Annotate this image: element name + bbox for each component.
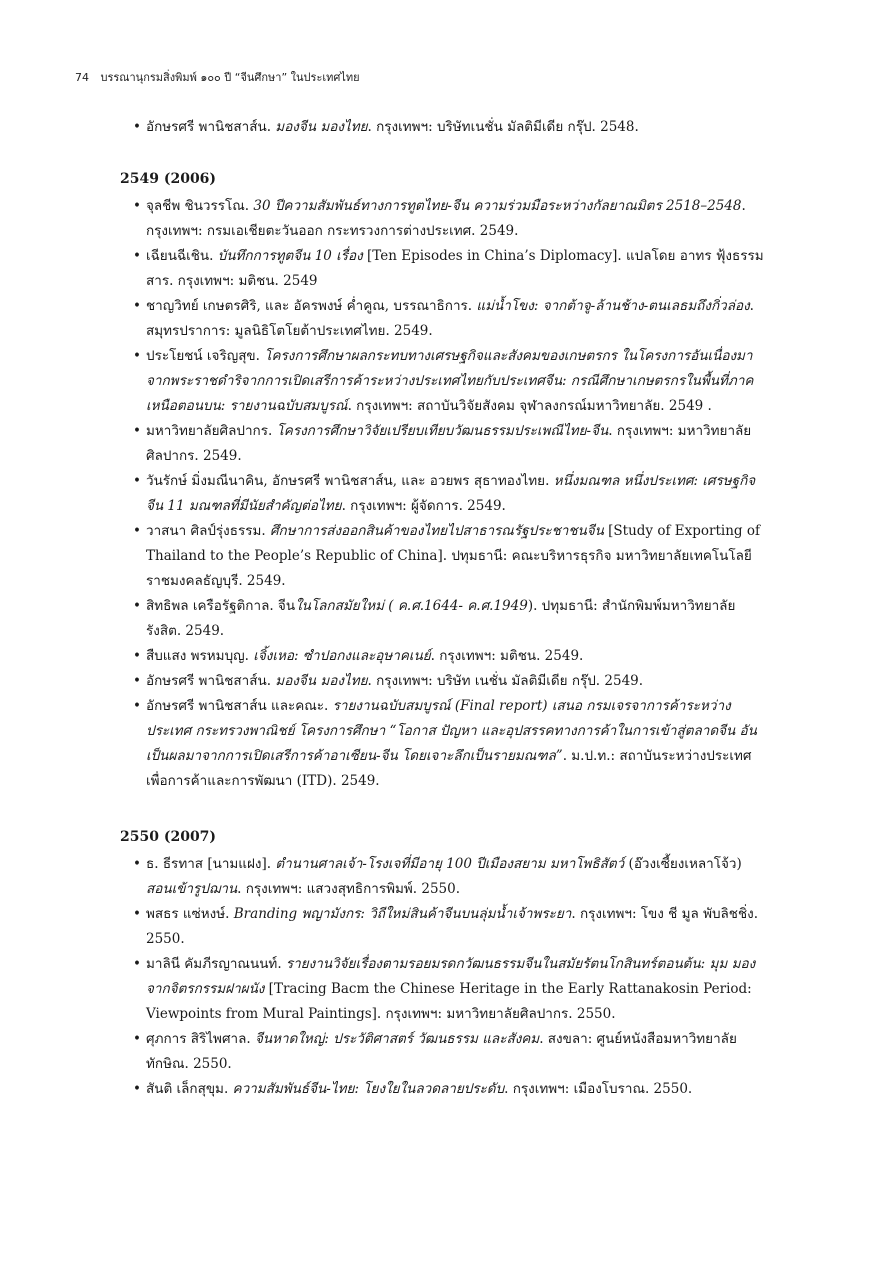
entry-title: ศึกษาการส่งออกสินค้าของไทยไปสาธารณรัฐประชาชนจีน	[269, 523, 604, 539]
entry-title: จีนหาดใหญ่: ประวัติศาสตร์ วัฒนธรรม และสังคม	[254, 1031, 540, 1047]
bibliography-entry	[120, 294, 770, 344]
section-2550	[120, 826, 770, 1102]
entry-text: [Ten Episodes in China’s Diplomacy]. แปลโดย อาทร ฟุ้งธรรมสาร. กรุงเทพฯ: มติชน. 2549	[146, 248, 764, 289]
entry-title: มองจีน มองไทย	[275, 119, 368, 135]
bibliography-entry	[120, 669, 770, 694]
entry-text: สืบแสง พรหมบุญ.	[146, 648, 254, 664]
entry-text: . ม.ป.ท.: สถาบันระหว่างประเทศเพื่อการค้าและการพัฒนา (ITD). 2549.	[146, 748, 752, 789]
entry-text: มาลินี คัมภีรญาณนนท์.	[146, 956, 286, 972]
entry-text: [Tracing Bacm the Chinese Heritage in the Early Rattanakosin Period: Viewpoints from Mural Paintings]. กรุงเทพฯ: มหาวิทยาลัยศิลปากร. 2550.	[146, 981, 752, 1022]
bibliography-entry	[120, 644, 770, 669]
bibliography-entry	[120, 1077, 770, 1102]
entry-text: . สมุทรปราการ: มูลนิธิโตโยต้าประเทศไทย. 2549.	[146, 298, 754, 339]
bibliography-list	[120, 852, 770, 1102]
entry-text: อักษรศรี พานิชสาส์น และคณะ.	[146, 698, 333, 714]
entry-title: Branding พญามังกร: วิถีใหม่สินค้าจีนบนลุ่มน้ำเจ้าพระยา	[233, 906, 572, 922]
entry-text: . กรุงเทพฯ: สถาบันวิจัยสังคม จุฬาลงกรณ์มหาวิทยาลัย. 2549 .	[347, 398, 712, 414]
entry-text: สันติ เล็กสุขุม.	[146, 1081, 233, 1097]
entry-text: อักษรศรี พานิชสาส์น.	[146, 673, 276, 689]
entry-text: วาสนา ศิลป์รุ่งธรรม.	[146, 523, 270, 539]
entry-text: . กรุงเทพฯ: มหาวิทยาลัยศิลปากร. 2549.	[146, 423, 752, 464]
header-title: บรรณานุกรมสิ่งพิมพ์ ๑๐๐ ปี “จีนศึกษา” ในประเทศไทย	[100, 71, 360, 84]
entry-text: . กรุงเทพฯ: ผู้จัดการ. 2549.	[341, 498, 506, 514]
running-header	[75, 68, 360, 86]
entry-text: . กรุงเทพฯ: โขง ชี มูล พับลิชชิ่ง. 2550.	[146, 906, 759, 947]
entry-text: ชาญวิทย์ เกษตรศิริ, และ อัครพงษ์ ค่ำคูณ, บรรณาธิการ.	[146, 298, 477, 314]
bibliography-entry	[120, 519, 770, 594]
entry-text: จุลชีพ ชินวรรโณ.	[146, 198, 254, 214]
bibliography-entry	[120, 902, 770, 952]
entry-title: ในโลกสมัยใหม่ ( ค.ศ.1644- ค.ศ.1949	[295, 598, 528, 614]
entry-text: อักษรศรี พานิชสาส์น.	[146, 119, 276, 135]
entry-title: บันทึกการทูตจีน 10 เรื่อง	[217, 248, 363, 264]
entry-title: ตำนานศาลเจ้า-โรงเจที่มีอายุ 100 ปีเมืองสยาม มหาโพธิสัตว์	[275, 856, 625, 872]
entry-text: . กรุงเทพฯ: มติชน. 2549.	[430, 648, 584, 664]
entry-title: เจิ้งเหอ: ซำปอกงและอุษาคเนย์	[253, 648, 431, 664]
entry-text: มหาวิทยาลัยศิลปากร.	[146, 423, 277, 439]
entry-title: ความสัมพันธ์จีน-ไทย: โยงใยในลวดลายประดับ	[232, 1081, 505, 1097]
bibliography-entry	[120, 469, 770, 519]
entry-text: สิทธิพล เครือรัฐติกาล. จีน	[146, 598, 296, 614]
entry-text: พสธร แซ่หงษ์.	[146, 906, 234, 922]
bibliography-entry	[120, 244, 770, 294]
entry-text: [Study of Exporting of Thailand to the People’s Republic of China]. ปทุมธานี: คณะบริหารธุรกิจ มหาวิทยาลัยเทคโนโลยีราชมงคลธัญบุรี. 2549.	[146, 523, 760, 589]
entry-title: มองจีน มองไทย	[275, 673, 368, 689]
entry-title: สอนเข้ารูปฌาน	[146, 881, 238, 897]
bibliography-entry	[120, 419, 770, 469]
bibliography-list	[120, 194, 770, 794]
entry-text: . กรุงเทพฯ: บริษัทเนชั่น มัลติมีเดีย กรุ๊ป. 2548.	[367, 119, 639, 135]
entry-text: . กรุงเทพฯ: เมืองโบราณ. 2550.	[504, 1081, 693, 1097]
bibliography-list	[120, 115, 770, 140]
bibliography-entry	[120, 952, 770, 1027]
bibliography-entry	[120, 115, 770, 140]
entry-title: 30 ปีความสัมพันธ์ทางการทูตไทย-จีน ความร่วมมือระหว่างกัลยาณมิตร 2518–2548	[253, 198, 742, 214]
entry-text: . กรุงเทพฯ: บริษัท เนชั่น มัลติมีเดีย กรุ๊ป. 2549.	[367, 673, 644, 689]
entry-text: (อ๊วงเซี้ยงเหลาโจ้ว)	[624, 856, 742, 872]
entry-text: ธ. ธีรทาส [นามแฝง].	[146, 856, 276, 872]
page-number: 74	[75, 71, 89, 84]
entry-text: ). ปทุมธานี: สำนักพิมพ์มหาวิทยาลัยรังสิต. 2549.	[146, 598, 736, 639]
entry-text: . สงขลา: ศูนย์หนังสือมหาวิทยาลัยทักษิณ. 2550.	[146, 1031, 737, 1072]
entry-title: โครงการศึกษาวิจัยเปรียบเทียบวัฒนธรรมประเพณีไทย-จีน	[276, 423, 609, 439]
entry-title: โครงการศึกษาผลกระทบทางเศรษฐกิจและสังคมของเกษตรกร ในโครงการอันเนื่องมาจากพระราชดำริจากการเปิดเสรีการค้าระหว่างประเทศไทยกับประเทศจีน: กรณีศึกษาเกษตรกรในพื้นที่ภาคเหนือตอนบน: รายงานฉบับสมบูรณ์	[146, 348, 754, 414]
entry-text: . กรุงเทพฯ: กรมเอเชียตะวันออก กระทรวงการต่างประเทศ. 2549.	[146, 198, 746, 239]
intro-entries	[120, 115, 770, 140]
section-heading: 2550 (2007)	[120, 829, 217, 845]
entry-title: รายงานวิจัยเรื่องตามรอยมรดกวัฒนธรรมจีนในสมัยรัตนโกสินทร์ตอนต้น: มุม มองจากจิตรกรรมฝาผนัง	[146, 956, 756, 997]
entry-text: วันรักษ์ มิ่งมณีนาคิน, อักษรศรี พานิชสาส์น, และ อวยพร สุธาทองไทย.	[146, 473, 554, 489]
bibliography-entry	[120, 594, 770, 644]
bibliography-entry	[120, 694, 770, 794]
bibliography-entry	[120, 194, 770, 244]
entry-text: เฉียนฉีเชิน.	[146, 248, 218, 264]
bibliography-entry	[120, 852, 770, 902]
entry-text: ประโยชน์ เจริญสุข.	[146, 348, 265, 364]
entry-title: แม่น้ำโขง: จากต้าจู-ล้านช้าง-ตนเลธมถึงกิ่วล่อง	[476, 298, 750, 314]
entry-title: รายงานฉบับสมบูรณ์ (Final report) เสนอ กรมเจรจาการค้าระหว่างประเทศ กระทรวงพาณิชย์ โครงการศึกษา “โอกาส ปัญหา และอุปสรรคทางการค้าในการเข้าสู่ตลาดจีน อันเป็นผลมาจากการเปิดเสรีการค้าอาเซียน-จีน โดยเจาะลึกเป็นรายมณฑล”	[146, 698, 757, 764]
entry-text: ศุภการ สิริไพศาล.	[146, 1031, 255, 1047]
bibliography-entry	[120, 344, 770, 419]
bibliography-entry	[120, 1027, 770, 1077]
entry-text: . กรุงเทพฯ: แสวงสุทธิการพิมพ์. 2550.	[237, 881, 461, 897]
section-2549	[120, 168, 770, 794]
section-heading: 2549 (2006)	[120, 171, 217, 187]
entry-title: หนึ่งมณฑล หนึ่งประเทศ: เศรษฐกิจจีน 11 มณฑลที่มีนัยสำคัญต่อไทย	[146, 473, 756, 514]
